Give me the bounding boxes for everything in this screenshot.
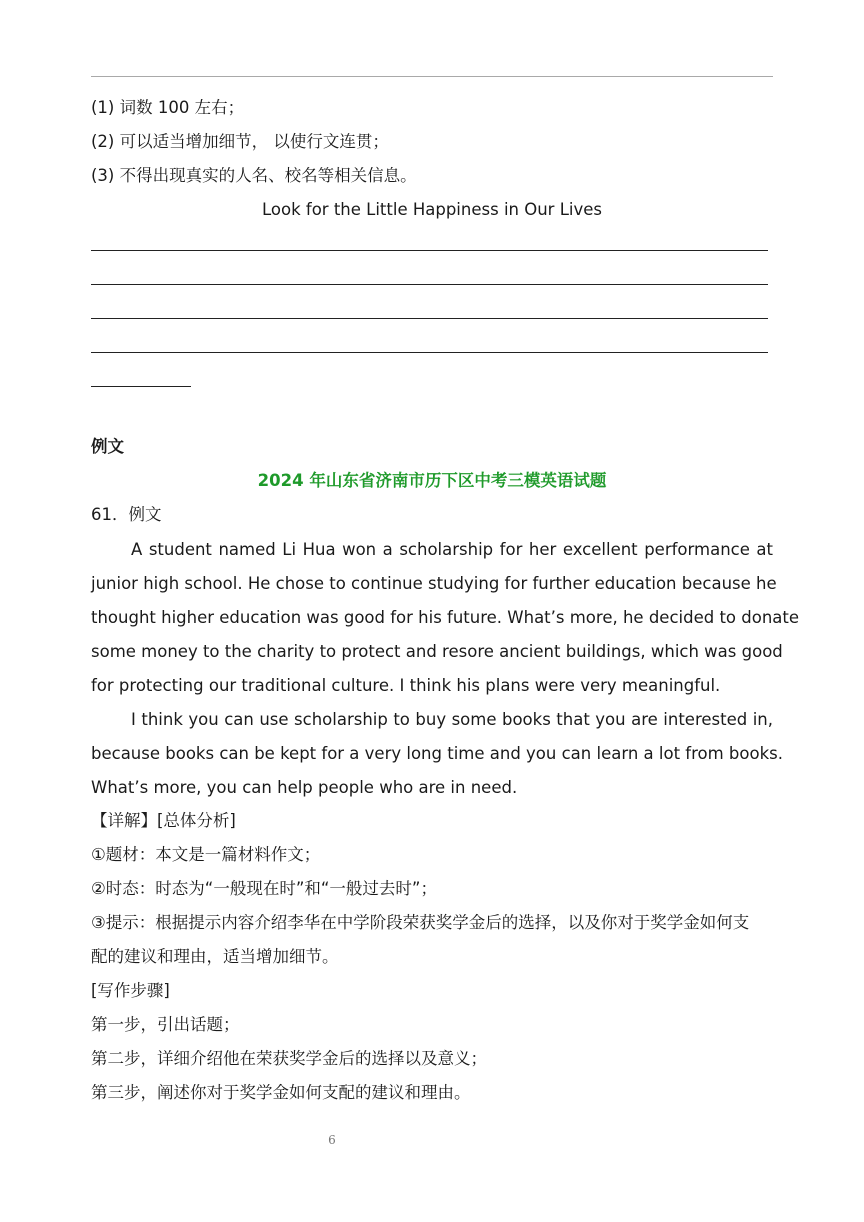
- sample-paragraph-2: [91, 703, 783, 805]
- paragraph-line: A student named Li Hua won a scholarship for her excellent performance at: [131, 540, 773, 559]
- paragraph-line: for protecting our traditional culture. I think his plans were very meaningful.: [91, 676, 721, 695]
- analysis-item: 配的建议和理由，适当增加细节。: [91, 947, 339, 966]
- sample-paragraph-1: [91, 533, 800, 703]
- answer-blank-line: [91, 352, 768, 353]
- analysis-item: ①题材：本文是一篇材料作文；: [91, 845, 321, 864]
- step-item: 第二步，详细介绍他在荣获奖学金后的选择以及意义；: [91, 1049, 487, 1068]
- requirement-2: (2) 可以适当增加细节， 以使行文连贯；: [91, 132, 389, 151]
- page-number: 6: [328, 1133, 336, 1147]
- header-rule: [91, 76, 773, 77]
- answer-blank-line: [91, 284, 768, 285]
- answer-blank-line: [91, 250, 768, 251]
- requirement-3: (3) 不得出现真实的人名、校名等相关信息。: [91, 166, 417, 185]
- analysis-item: ③提示：根据提示内容介绍李华在中学阶段荣获奖学金后的选择，以及你对于奖学金如何支: [91, 913, 750, 932]
- analysis-item: ②时态：时态为“一般现在时”和“一般过去时”；: [91, 879, 437, 898]
- step-item: 第三步，阐述你对于奖学金如何支配的建议和理由。: [91, 1083, 471, 1102]
- steps-heading: [写作步骤]: [91, 981, 170, 1000]
- essay-title: Look for the Little Happiness in Our Lives: [262, 200, 602, 219]
- paragraph-line: junior high school. He chose to continue studying for further education because he: [91, 574, 777, 593]
- step-item: 第一步，引出话题；: [91, 1015, 240, 1034]
- sample-heading: 例文: [91, 437, 124, 456]
- question-label: 61．例文: [91, 505, 162, 524]
- paragraph-line: because books can be kept for a very long time and you can learn a lot from books.: [91, 744, 783, 763]
- paragraph-line: I think you can use scholarship to buy some books that you are interested in,: [131, 710, 773, 729]
- answer-blank-line: [91, 386, 191, 387]
- exam-title: 2024 年山东省济南市历下区中考三模英语试题: [257, 471, 607, 490]
- paragraph-line: thought higher education was good for his future. What’s more, he decided to donate: [91, 608, 800, 627]
- paragraph-line: What’s more, you can help people who are in need.: [91, 778, 518, 797]
- answer-blank-line: [91, 318, 768, 319]
- analysis-heading: 【详解】[总体分析]: [91, 811, 236, 830]
- requirement-1: (1) 词数 100 左右；: [91, 98, 245, 117]
- paragraph-line: some money to the charity to protect and resore ancient buildings, which was good: [91, 642, 783, 661]
